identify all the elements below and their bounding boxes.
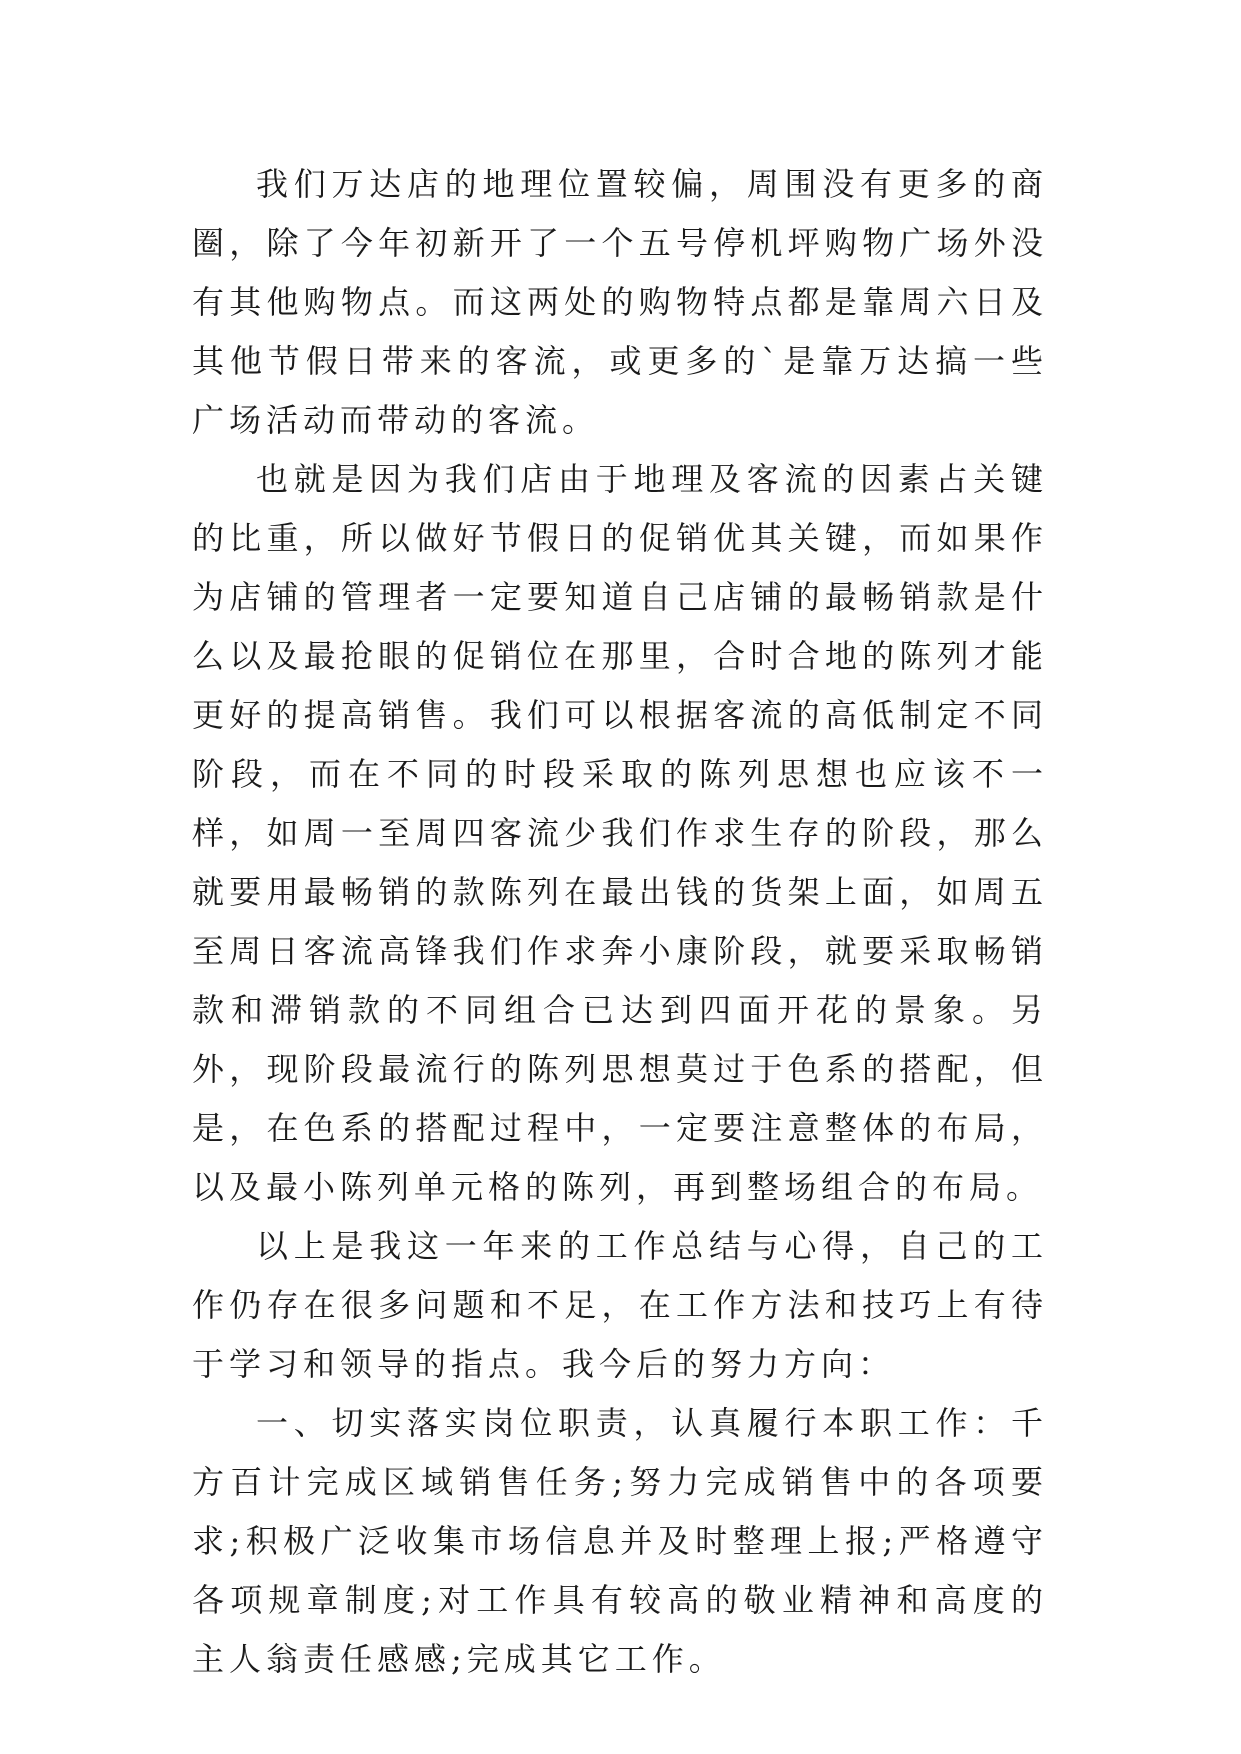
- paragraph-display-strategy: 也就是因为我们店由于地理及客流的因素占关键的比重，所以做好节假日的促销优其关键，而如果作为店铺的管理者一定要知道自己店铺的最畅销款是什么以及最抢眼的促销位在那里，合时合地的陈列才能更好的提高销售。我们可以根据客流的高低制定不同阶段，而在不同的时段采取的陈列思想也应该不一样，如周一至周四客流少我们作求生存的阶段，那么就要用最畅销的款陈列在最出钱的货架上面，如周五至周日客流高锋我们作求奔小康阶段，就要采取畅销款和滞销款的不同组合已达到四面开花的景象。另外，现阶段最流行的陈列思想莫过于色系的搭配，但是，在色系的搭配过程中，一定要注意整体的布局，以及最小陈列单元格的陈列，再到整场组合的布局。: [192, 460, 1048, 1206]
- paragraph-direction-one: 一、切实落实岗位职责，认真履行本职工作：千方百计完成区域销售任务;努力完成销售中的各项要求;积极广泛收集市场信息并及时整理上报;严格遵守各项规章制度;对工作具有较高的敬业精神和高度的主人翁责任感感;完成其它工作。: [192, 1404, 1048, 1678]
- document-body: [192, 155, 1048, 1689]
- paragraph-summary: 以上是我这一年来的工作总结与心得，自己的工作仍存在很多问题和不足，在工作方法和技巧上有待于学习和领导的指点。我今后的努力方向：: [192, 1227, 1048, 1383]
- paragraph-location: 我们万达店的地理位置较偏，周围没有更多的商圈，除了今年初新开了一个五号停机坪购物广场外没有其他购物点。而这两处的购物特点都是靠周六日及其他节假日带来的客流，或更多的`是靠万达搞一些广场活动而带动的客流。: [192, 165, 1048, 439]
